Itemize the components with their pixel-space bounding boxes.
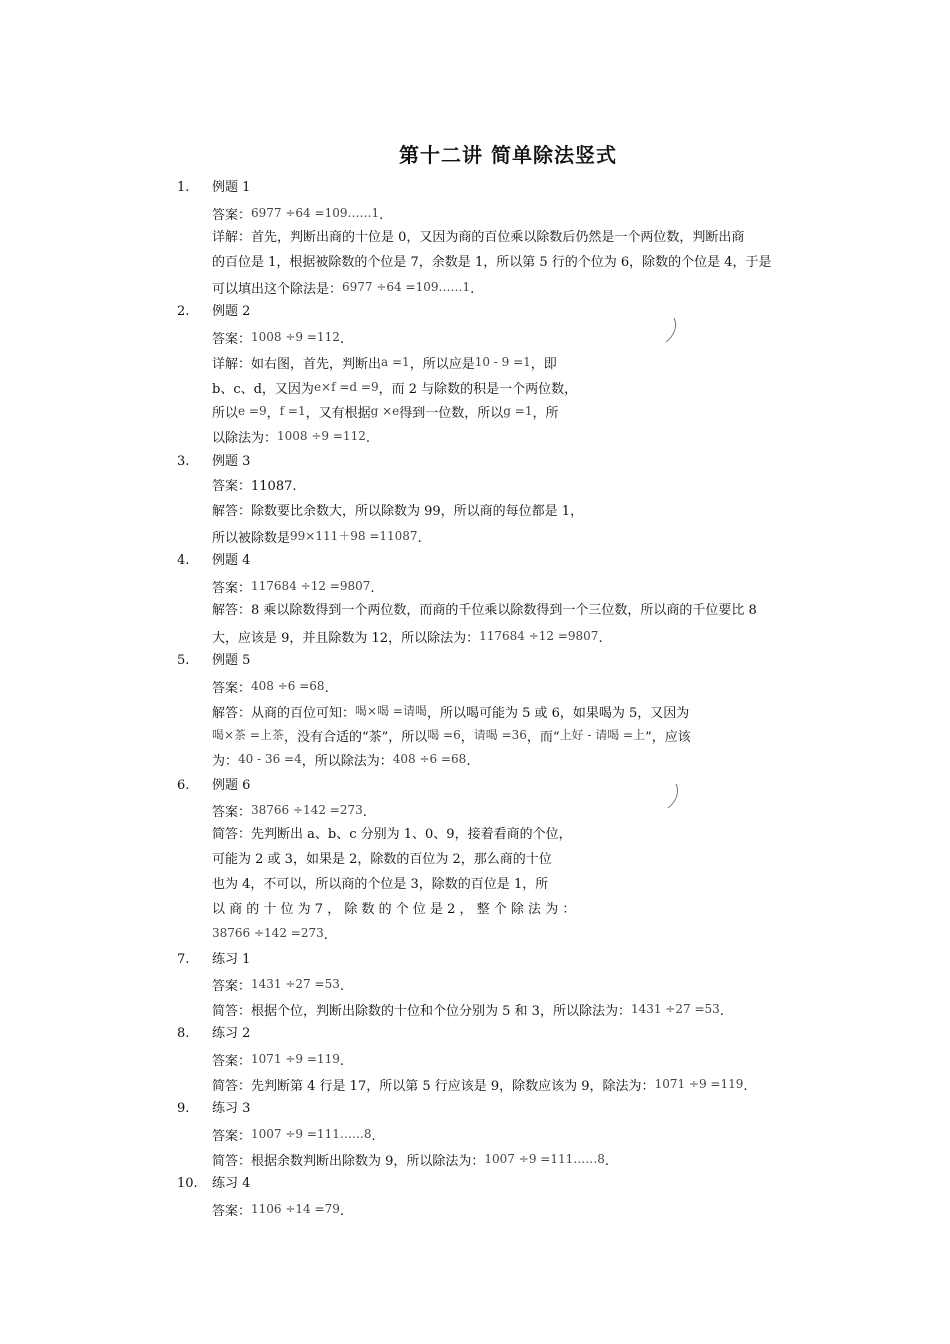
detail-line: 大，应该是 9，并且除数为 12，所以除法为：117684 ÷12 =9807. [212,629,603,646]
item-number: 6. [177,778,190,793]
answer-line: 答案：1008 ÷9 =112. [212,330,344,347]
formula: e =9 [238,404,267,418]
detail-line: 简答：先判断第 4 行是 17，所以第 5 行应该是 9，除数应该为 9，除法为：1071 ÷9 =119. [212,1077,748,1094]
figure-bracket-icon [664,316,678,344]
formula: 1071 ÷9 =119 [251,1052,340,1066]
detail-line: 可能为 2 或 3，如果是 2，除数的百位为 2，那么商的十位 [212,852,552,867]
detail-line: 的百位是 1，根据被除数的个位是 7，余数是 1，所以第 5 行的个位为 6，除数的个位是 4，于是 [212,255,772,270]
item-heading: 例题 4 [212,553,251,568]
formula: 117684 ÷12 =9807 [251,579,371,593]
formula: 1431 ÷27 =53 [251,977,340,991]
item-heading: 练习 4 [212,1176,251,1191]
item-heading: 例题 5 [212,653,251,668]
item-number: 4. [177,553,190,568]
item-heading: 例题 3 [212,454,251,469]
item-number: 8. [177,1026,190,1041]
item-number: 9. [177,1101,190,1116]
detail-line: 以除法为：1008 ÷9 =112. [212,429,370,446]
item-number: 1. [177,180,190,195]
formula: f =1 [279,404,306,418]
item-number: 10. [177,1176,198,1191]
detail-line: 简答：先判断出 a、b、c 分别为 1、0、9，接着看商的个位， [212,827,572,842]
formula: 1431 ÷27 =53 [630,1002,720,1016]
item-number: 7. [177,952,190,967]
item-heading: 例题 1 [212,180,251,195]
detail-line: 为：40 - 36 =4，所以除法为：408 ÷6 =68. [212,752,471,769]
formula: 喝×喝 =请喝 [355,704,427,718]
item-heading: 例题 6 [212,778,251,793]
detail-line: 解答：除数要比余数大，所以除数为 99，所以商的每位都是 1， [212,504,584,519]
answer-line: 答案：117684 ÷12 =9807. [212,579,375,596]
formula: 10 - 9 =1 [474,355,531,369]
item-number: 3. [177,454,190,469]
formula: 1007 ÷9 =111……8 [251,1127,372,1141]
answer-line: 答案：1071 ÷9 =119. [212,1052,344,1069]
answer-line: 答案：38766 ÷142 =273. [212,803,367,820]
formula: 1008 ÷9 =112 [251,330,340,344]
formula: 1071 ÷9 =119 [654,1077,744,1091]
item-heading: 练习 2 [212,1026,251,1041]
detail-line: b、c、d，又因为e×f =d =9，而 2 与除数的积是一个两位数， [212,380,578,397]
formula: 6977 ÷64 =109……1 [251,206,380,220]
answer-line: 答案：11087. [212,479,297,494]
detail-line: 以 商 的 十 位 为 7 ， 除 数 的 个 位 是 2 ， 整 个 除 法 为 ： [212,902,576,917]
detail-line: 喝×茶 =上茶，没有合适的“茶”，所以喝 =6，请喝 =36，而“上好 - 请喝 =上”，应该 [212,728,691,745]
formula: 1106 ÷14 =79 [251,1202,340,1216]
formula: g =1 [503,404,533,418]
page-title: 第十二讲 简单除法竖式 [399,143,617,167]
formula: 1007 ÷9 =111……8 [484,1152,605,1166]
item-heading: 练习 1 [212,952,251,967]
detail-line: 解答：8 乘以除数得到一个两位数，而商的千位乘以除数得到一个三位数，所以商的千位要比 8 [212,603,757,618]
answer-line: 答案：1431 ÷27 =53. [212,977,344,994]
formula: 99×111＋98 =11087 [290,529,418,543]
formula: 38766 ÷142 =273 [251,803,363,817]
detail-line: 简答：根据余数判断出除数为 9，所以除法为：1007 ÷9 =111……8. [212,1152,609,1169]
answer-line: 答案：1106 ÷14 =79. [212,1202,344,1219]
detail-line: 可以填出这个除法是：6977 ÷64 =109……1. [212,280,475,297]
item-number: 5. [177,653,190,668]
formula: 117684 ÷12 =9807 [479,629,599,643]
formula: a =1 [381,355,410,369]
item-number: 2. [177,304,190,319]
answer-line: 答案：1007 ÷9 =111……8. [212,1127,376,1144]
formula: 408 ÷6 =68 [392,752,467,766]
formula: 1008 ÷9 =112 [277,429,366,443]
formula: 请喝 =36 [473,728,527,742]
formula: e×f =d =9 [313,380,379,394]
formula: 喝×茶 =上茶 [212,728,284,742]
item-heading: 练习 3 [212,1101,251,1116]
item-heading: 例题 2 [212,304,251,319]
formula: 38766 ÷142 =273 [212,926,324,940]
formula: 408 ÷6 =68 [251,679,325,693]
formula: 6977 ÷64 =109……1 [342,280,471,294]
formula: 40 - 36 =4 [238,752,302,766]
answer-line: 答案：408 ÷6 =68. [212,679,329,696]
answer-line: 答案：6977 ÷64 =109……1. [212,206,384,223]
detail-line: 所以e =9，f =1，又有根据g ×e得到一位数，所以g =1，所 [212,404,559,421]
formula: 喝 =6 [427,728,461,742]
figure-bracket-icon [666,782,680,810]
detail-line: 详解：首先，判断出商的十位是 0，又因为商的百位乘以除数后仍然是一个两位数，判断出商 [212,230,745,245]
detail-line: 38766 ÷142 =273. [212,926,328,943]
formula: 上好 - 请喝 =上 [559,728,646,742]
detail-line: 简答：根据个位，判断出除数的十位和个位分别为 5 和 3，所以除法为：1431 ÷27 =53. [212,1002,724,1019]
detail-line: 解答：从商的百位可知：喝×喝 =请喝，所以喝可能为 5 或 6，如果喝为 5，又因为 [212,704,690,721]
formula: g ×e [370,404,400,418]
detail-line: 也为 4，不可以，所以商的个位是 3，除数的百位是 1，所 [212,877,549,892]
detail-line: 详解：如右图，首先，判断出a =1，所以应是10 - 9 =1，即 [212,355,557,372]
detail-line: 所以被除数是99×111＋98 =11087. [212,529,422,546]
